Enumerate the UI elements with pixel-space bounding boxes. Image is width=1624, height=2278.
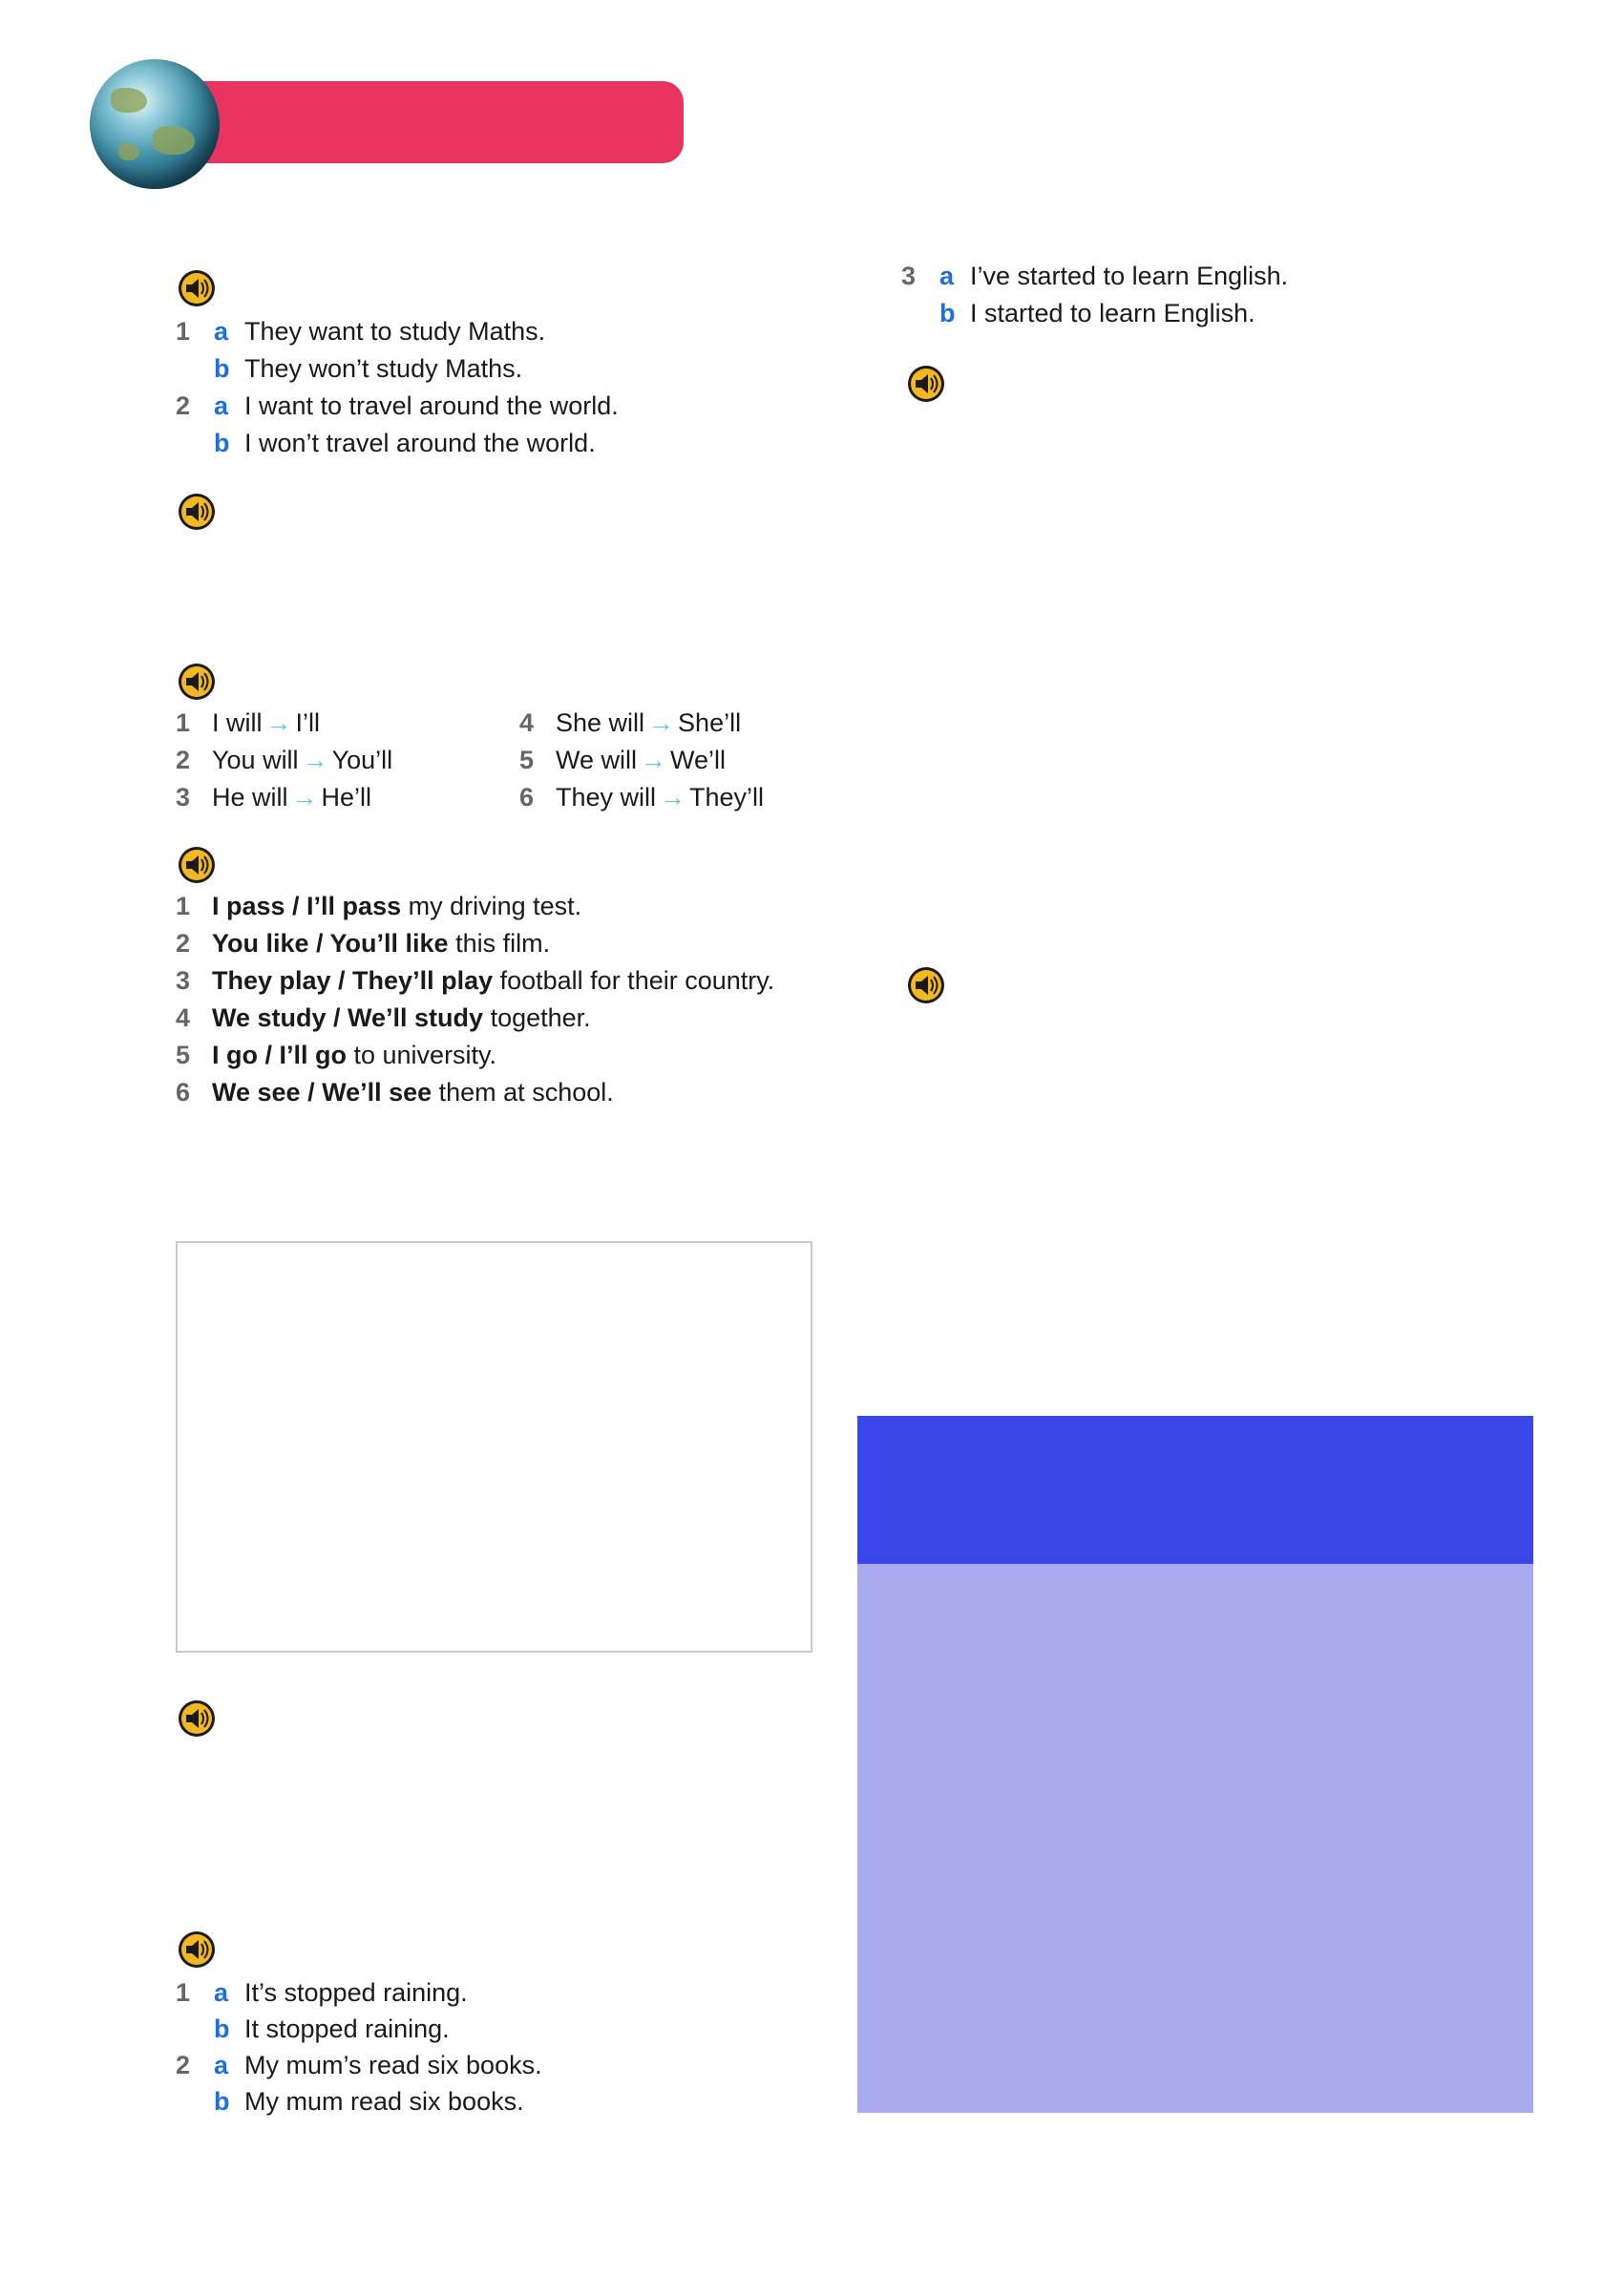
item-letter: a — [939, 262, 955, 290]
item-number: 3 — [176, 783, 191, 812]
audio-icon[interactable] — [907, 365, 945, 403]
contraction: She’ll — [678, 708, 742, 737]
full-form: He will — [212, 783, 288, 812]
option-pair: You like / You’ll like — [212, 929, 449, 958]
title-banner — [187, 81, 684, 163]
list-item — [519, 708, 741, 738]
contraction: We’ll — [670, 746, 727, 774]
item-text: They won’t study Maths. — [244, 354, 523, 383]
full-form: She will — [556, 708, 645, 737]
audio-icon[interactable] — [178, 846, 216, 884]
item-text: They want to study Maths. — [244, 317, 546, 346]
item-text: football for their country. — [493, 966, 775, 995]
option-pair: They play / They’ll play — [212, 966, 494, 995]
audio-icon[interactable] — [178, 269, 216, 307]
item-text: It stopped raining. — [244, 2014, 450, 2043]
list-item — [176, 966, 774, 996]
item-number: 2 — [176, 391, 191, 420]
list-item — [901, 262, 1288, 291]
item-letter: b — [214, 2014, 230, 2043]
arrow-icon: → — [291, 783, 318, 812]
list-item — [176, 391, 619, 421]
audio-icon[interactable] — [178, 493, 216, 531]
list-item — [176, 354, 522, 384]
list-item — [176, 2087, 524, 2117]
contraction: I’ll — [295, 708, 320, 737]
list-item — [176, 929, 550, 959]
list-item — [176, 429, 596, 458]
item-number: 6 — [519, 783, 535, 812]
item-number: 2 — [176, 929, 191, 958]
list-item — [176, 1041, 496, 1070]
conversation-box — [176, 1241, 812, 1653]
arrow-icon: → — [641, 746, 667, 774]
item-text: My mum’s read six books. — [244, 2051, 542, 2079]
item-letter: b — [214, 429, 230, 457]
full-form: They will — [556, 783, 657, 812]
full-form: We will — [556, 746, 638, 774]
item-letter: a — [214, 2051, 229, 2079]
option-pair: I go / I’ll go — [212, 1041, 347, 1069]
contraction: He’ll — [321, 783, 372, 812]
item-number: 5 — [176, 1041, 191, 1069]
item-number: 1 — [176, 708, 191, 737]
item-text: together. — [483, 1003, 591, 1032]
item-number: 2 — [176, 746, 191, 774]
item-number: 1 — [176, 1978, 191, 2007]
audio-icon[interactable] — [178, 1930, 216, 1969]
item-letter: b — [214, 354, 230, 383]
list-item — [176, 1078, 614, 1107]
item-text: I want to travel around the world. — [244, 391, 619, 420]
list-item — [901, 299, 1255, 328]
full-form: I will — [212, 708, 263, 737]
list-item — [176, 2051, 542, 2080]
full-form: You will — [212, 746, 299, 774]
item-text: to university. — [347, 1041, 497, 1069]
item-number: 3 — [176, 966, 191, 995]
item-number: 2 — [176, 2051, 191, 2079]
item-text: It’s stopped raining. — [244, 1978, 468, 2007]
item-text: this film. — [448, 929, 551, 958]
audio-icon[interactable] — [178, 1699, 216, 1738]
list-item — [176, 892, 581, 921]
option-pair: We see / We’ll see — [212, 1078, 432, 1107]
item-number: 4 — [519, 708, 535, 737]
item-number: 5 — [519, 746, 535, 774]
item-number: 1 — [176, 892, 191, 920]
item-text: I started to learn English. — [970, 299, 1255, 327]
key-body — [857, 1564, 1533, 2113]
list-item — [176, 2014, 450, 2044]
audio-icon[interactable] — [907, 966, 945, 1004]
item-letter: a — [214, 317, 229, 346]
item-text: them at school. — [432, 1078, 614, 1107]
item-text: My mum read six books. — [244, 2087, 524, 2116]
item-number: 6 — [176, 1078, 191, 1107]
arrow-icon: → — [302, 746, 328, 774]
item-letter: b — [939, 299, 956, 327]
key-header — [857, 1416, 1533, 1564]
footer — [1346, 2192, 1365, 2223]
item-letter: a — [214, 391, 229, 420]
contraction: You’ll — [331, 746, 393, 774]
list-item — [519, 783, 764, 812]
contraction: They’ll — [689, 783, 765, 812]
item-letter: b — [214, 2087, 230, 2116]
list-item — [176, 708, 320, 738]
item-letter: a — [214, 1978, 229, 2007]
list-item — [176, 317, 545, 347]
item-number: 4 — [176, 1003, 191, 1032]
globe-icon — [90, 59, 220, 189]
audio-icon[interactable] — [178, 663, 216, 701]
item-text: my driving test. — [401, 892, 582, 920]
item-number: 3 — [901, 262, 917, 290]
list-item — [519, 746, 726, 775]
option-pair: I pass / I’ll pass — [212, 892, 402, 920]
list-item — [176, 1978, 468, 2008]
list-item — [176, 746, 392, 775]
list-item — [176, 783, 371, 812]
arrow-icon: → — [265, 708, 292, 737]
list-item — [176, 1003, 591, 1033]
arrow-icon: → — [660, 783, 686, 812]
arrow-icon: → — [648, 708, 675, 737]
item-text: I’ve started to learn English. — [970, 262, 1289, 290]
option-pair: We study / We’ll study — [212, 1003, 484, 1032]
item-number: 1 — [176, 317, 191, 346]
item-text: I won’t travel around the world. — [244, 429, 596, 457]
